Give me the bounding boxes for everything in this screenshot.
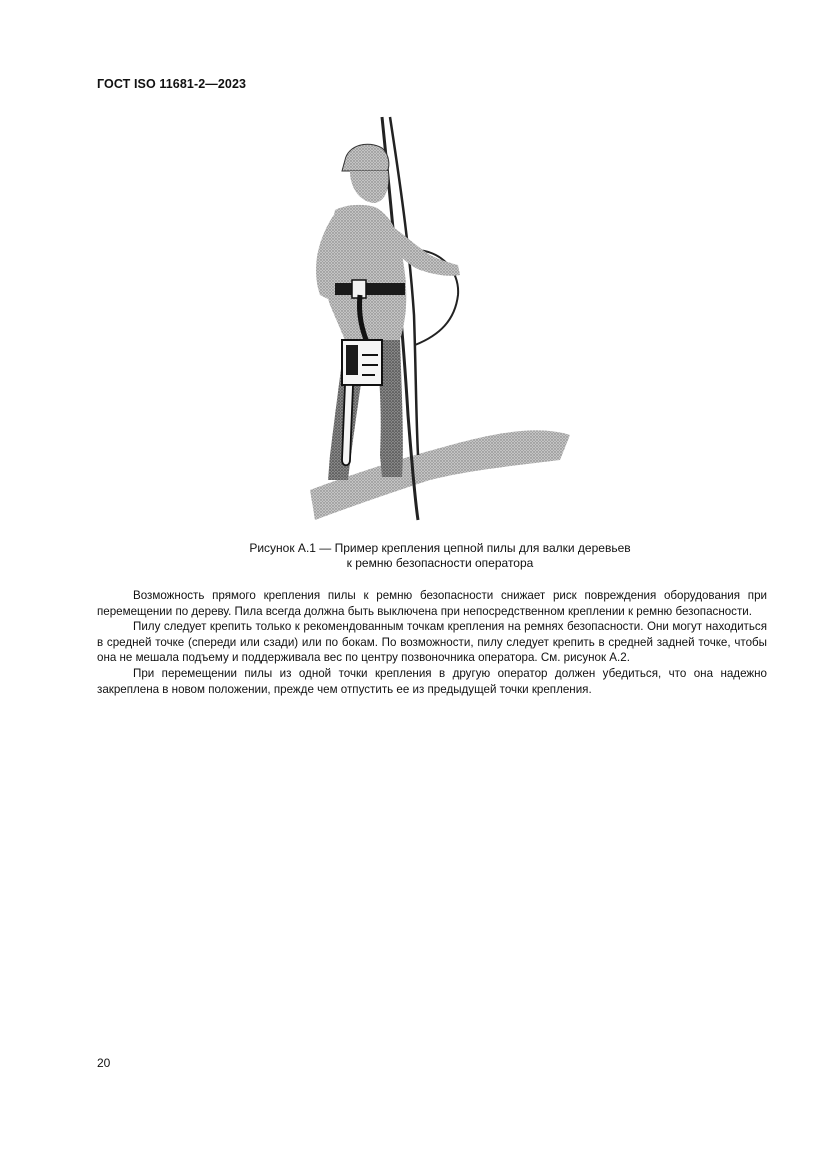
- head: [350, 171, 388, 203]
- body-text: [97, 588, 767, 697]
- figure-caption: [180, 541, 700, 571]
- paragraph-1: Возможность прямого крепления пилы к ремню безопасности снижает риск повреждения оборудования при перемещении по дереву. Пила всегда должна быть выключена при непосредственном креплении к ремню безопасности.: [97, 589, 767, 618]
- chainsaw-handle: [346, 345, 358, 375]
- document-header: ГОСТ ISO 11681-2—2023: [97, 77, 247, 91]
- caption-line-1: Рисунок А.1 — Пример крепления цепной пилы для валки деревьев: [249, 541, 631, 555]
- harness-belt: [335, 283, 405, 295]
- paragraph-3: При перемещении пилы из одной точки крепления в другую оператор должен убедиться, что она надежно закреплена в новом положении, прежде чем отпустить ее из предыдущей точки крепления.: [97, 666, 767, 696]
- chainsaw-bar: [342, 385, 353, 465]
- paragraph-2: Пилу следует крепить только к рекомендованным точкам крепления на ремнях безопасности. Они могут находиться в средней точке (спереди или сзади) или по бокам. По возможности, пилу следует крепить в средней задней точке, чтобы она не мешала подъему и поддерживала вес по центру позвоночника оператора. См. рисунок А.2.: [97, 620, 767, 665]
- climber-with-chainsaw-illustration: [290, 115, 580, 525]
- helmet: [342, 144, 389, 171]
- figure-a1: [290, 115, 580, 525]
- caption-line-2: к ремню безопасности оператора: [346, 556, 534, 570]
- page-number: 20: [97, 1056, 111, 1070]
